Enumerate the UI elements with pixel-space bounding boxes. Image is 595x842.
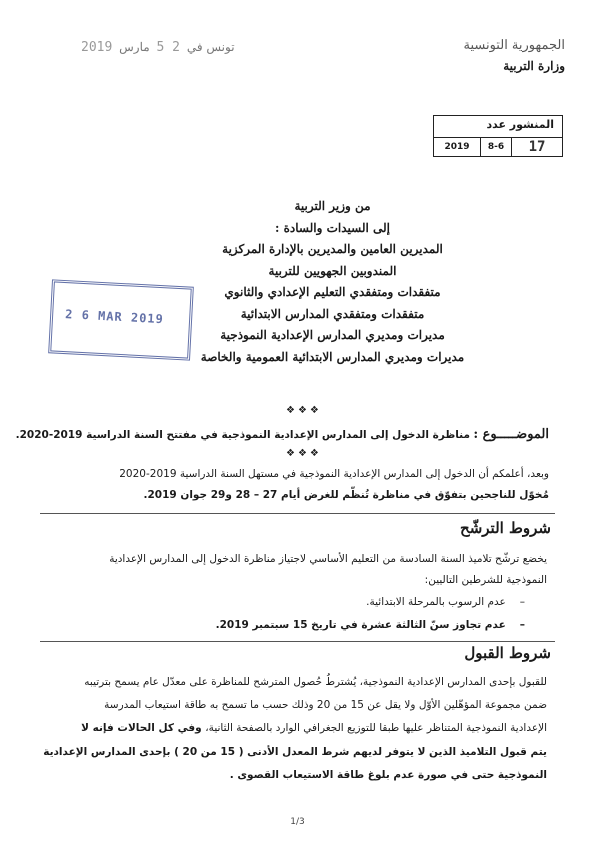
addressee-block (140, 196, 525, 368)
candidacy-condition: –عدم تجاوز سنّ الثالثة عشرة في تاريخ 15 سبتمبر 2019. (215, 619, 525, 631)
date-month: مارس (119, 40, 150, 54)
separator-stars: ❖❖❖ (286, 405, 322, 416)
circular-year: 2019 (434, 138, 481, 156)
candidacy-text: النموذجية للشرطين التاليين: (424, 574, 547, 586)
subject-label: الموضـــــوع : (473, 427, 549, 442)
addressee-line: المديرين العامين والمديرين بالإدارة المركزية (222, 242, 443, 256)
intro-line: مُخوّل للناجحين بتفوّق في مناظرة تُنظّم للغرض أيام 27 – 28 و29 جوان 2019. (143, 489, 549, 501)
place-date (78, 40, 235, 55)
separator-stars: ❖❖❖ (286, 448, 322, 459)
circular-code: 8-6 (481, 138, 512, 156)
admission-text: يتم قبول التلاميذ الذين لا يتوفر لديهم شرط المعدل الأدنى ( 15 من 20 ) بإحدى المدارس الإعدادية (43, 746, 547, 758)
section-title-admission: شروط القبول (464, 644, 551, 662)
condition-text: عدم الرسوب بالمرحلة الابتدائية. (366, 596, 506, 608)
addressee-line: مديرات ومديري المدارس الإعدادية النموذجية (220, 328, 445, 342)
circular-number-row (434, 137, 562, 156)
admission-text (81, 722, 547, 734)
date-year: 2019 (81, 40, 113, 55)
section-title-candidacy: شروط الترشّح (460, 519, 551, 537)
letterhead (463, 38, 565, 73)
date-day: 2 5 (156, 40, 180, 55)
section-divider (40, 641, 555, 642)
addressee-line: متفقدات ومتفقدي المدارس الابتدائية (240, 306, 425, 321)
stamp-date: 2 6 MAR 2019 (64, 307, 165, 327)
circular-title: المنشور عدد (486, 118, 554, 131)
addressee-line: المندوبين الجهويين للتربية (268, 263, 397, 278)
addressee-line: متفقدات ومتفقدي التعليم الإعدادي والثانوي (224, 285, 441, 299)
admission-text: النموذجية حتى في صورة عدم بلوغ طاقة الاستيعاب القصوى . (229, 769, 547, 781)
admission-text-bold: وفي كل الحالات فإنه لا (81, 722, 206, 734)
place-date-prefix: تونس في (186, 40, 235, 54)
subject-line (16, 427, 549, 442)
subject-text: مناظرة الدخول إلى المدارس الإعدادية النموذجية في مفتتح السنة الدراسية 2019-2020. (15, 429, 470, 441)
intro-line: وبعد، أعلمكم أن الدخول إلى المدارس الإعدادية النموذجية في مستهل السنة الدراسية 2019-2020 (119, 468, 549, 480)
ministry-name: وزارة التربية (503, 59, 565, 73)
recipient-intro: إلى السيدات والسادة : (275, 220, 390, 235)
candidacy-condition: –عدم الرسوب بالمرحلة الابتدائية. (366, 596, 525, 608)
condition-text: عدم تجاوز سنّ الثالثة عشرة في تاريخ 15 سبتمبر 2019. (215, 619, 506, 631)
circular-number-box (433, 115, 563, 157)
circular-number: 17 (528, 139, 546, 155)
addressee-line: مديرات ومديري المدارس الابتدائية العمومية والخاصة (200, 349, 465, 364)
republic-name: الجمهورية التونسية (463, 38, 565, 53)
sender-line: من وزير التربية (294, 199, 371, 213)
admission-text: للقبول بإحدى المدارس الإعدادية النموذجية، يُشترطُ حُصول المترشح للمناظرة على معدّل عام يسمح بترتيبه (84, 676, 547, 688)
admission-text-normal: الإعدادية النموذجية المتناظر عليها طبقا للتوزيع الجغرافي الوارد بالصفحة الثانية، (205, 722, 547, 734)
admission-text: ضمن مجموعة المؤهّلين الأوّل ولا يقل عن 15 من 20 وذلك حسب ما تسمح به طاقة استيعاب المدرسة (104, 699, 547, 711)
page-number: 1/3 (290, 817, 305, 827)
section-divider (40, 513, 555, 514)
reception-stamp (48, 279, 194, 360)
candidacy-text: يخضع ترشّح تلاميذ السنة السادسة من التعليم الأساسي لاجتياز مناظرة الدخول إلى المدارس الإعدادية (109, 553, 547, 565)
